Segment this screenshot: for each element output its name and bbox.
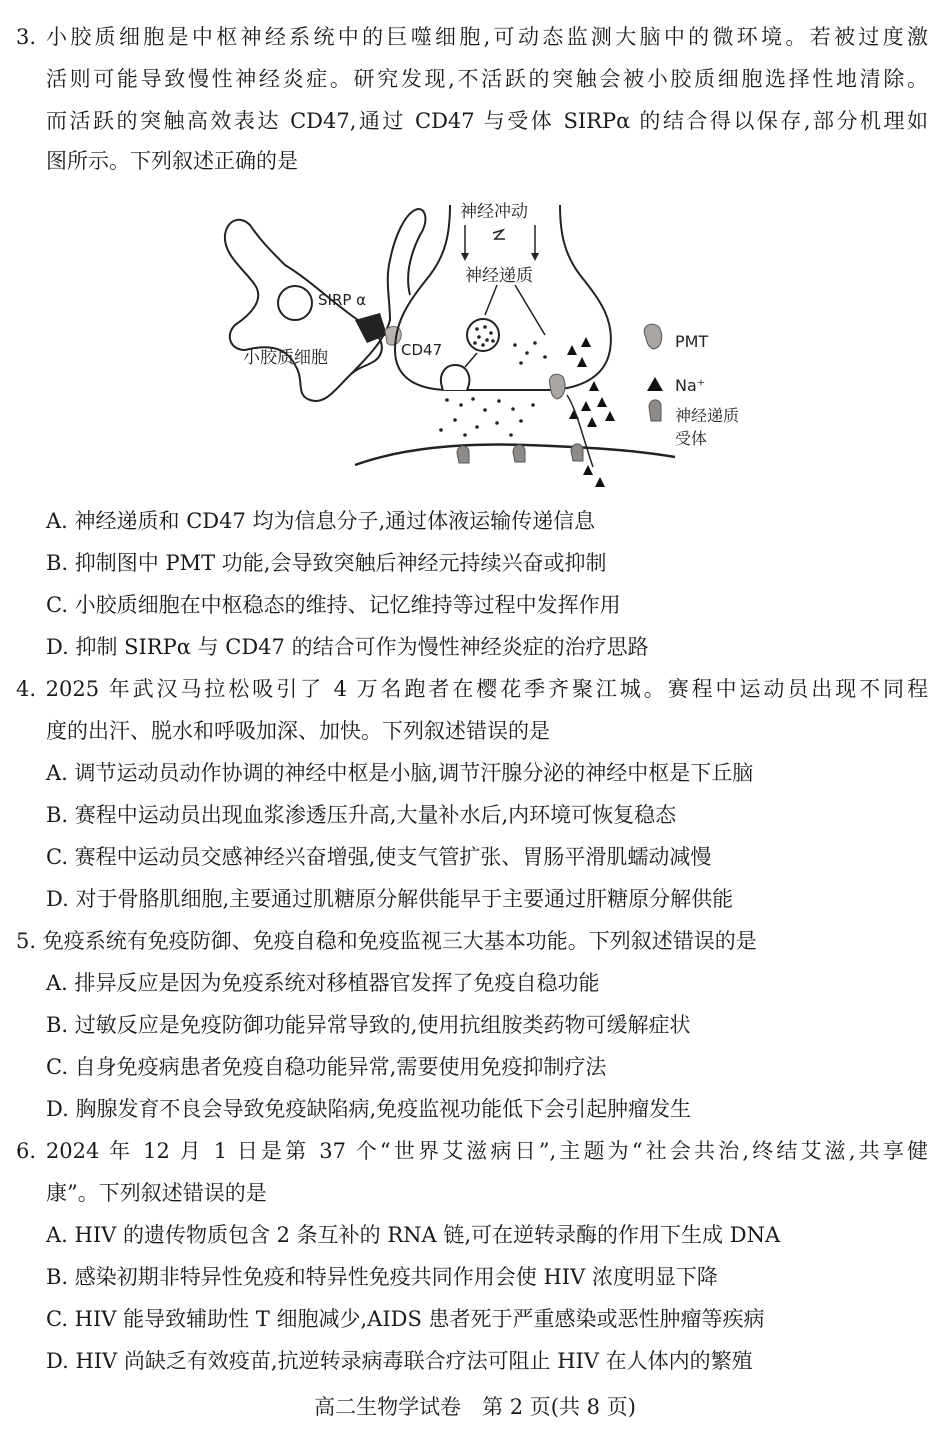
presynaptic-terminal: [395, 205, 611, 390]
fusing-vesicle: [441, 365, 469, 390]
transmitter-arrow-1: [485, 285, 497, 315]
q6-option-b: B. 感染初期非特异性免疫和特异性免疫共同作用会使 HIV 浓度明显下降: [46, 1265, 718, 1289]
legend-pmt-label: PMT: [675, 332, 709, 351]
q3-option-d: D. 抑制 SIRPα 与 CD47 的结合可作为慢性神经炎症的治疗思路: [46, 635, 649, 659]
transmitter-arrow-2: [515, 285, 545, 335]
label-cd47: CD47: [401, 341, 443, 359]
q6-option-d: D. HIV 尚缺乏有效疫苗,抗逆转录病毒联合疗法可阻止 HIV 在人体内的繁殖: [46, 1349, 753, 1373]
q5-stem-line-1: 5. 免疫系统有免疫防御、免疫自稳和免疫监视三大基本功能。下列叙述错误的是: [16, 929, 757, 953]
receptor-1: [457, 446, 469, 463]
impulse-squiggle: [493, 230, 505, 239]
synapse-diagram: [215, 195, 775, 495]
q3-stem-line-1: 3. 小胶质细胞是中枢神经系统中的巨噬细胞,可动态监测大脑中的微环境。若被过度激: [16, 25, 928, 49]
q6-option-c: C. HIV 能导致辅助性 T 细胞减少,AIDS 患者死于严重感染或恶性肿瘤等疾病: [46, 1307, 765, 1331]
pmt-transporter: [549, 374, 565, 399]
q4-stem-line-1: 4. 2025 年武汉马拉松吸引了 4 万名跑者在樱花季齐聚江城。赛程中运动员出现不同程: [16, 677, 928, 701]
receptor-3: [571, 444, 583, 461]
label-impulse: 神经冲动: [460, 202, 528, 222]
legend-pmt-icon: [644, 324, 662, 349]
q5-option-d: D. 胸腺发育不良会导致免疫缺陷病,免疫监视功能低下会引起肿瘤发生: [46, 1097, 692, 1121]
q6-stem-line-2: 康”。下列叙述错误的是: [46, 1181, 267, 1205]
page-footer: 高二生物学试卷 第 2 页(共 8 页): [314, 1395, 636, 1419]
legend-na-label: Na⁺: [675, 376, 706, 395]
q3-stem-line-4: 图所示。下列叙述正确的是: [46, 149, 298, 173]
legend-receptor-icon: [649, 400, 661, 421]
q3-stem-line-2: 活则可能导致慢性神经炎症。研究发现,不活跃的突触会被小胶质细胞选择性地清除。: [46, 67, 928, 91]
q4-option-b: B. 赛程中运动员出现血浆渗透压升高,大量补水后,内环境可恢复稳态: [46, 803, 677, 827]
q3-option-c: C. 小胶质细胞在中枢稳态的维持、记忆维持等过程中发挥作用: [46, 593, 621, 617]
label-sirp: SIRP α: [318, 291, 367, 309]
legend-receptor-label-2: 受体: [675, 429, 708, 448]
q6-option-a: A. HIV 的遗传物质包含 2 条互补的 RNA 链,可在逆转录酶的作用下生成 DNA: [46, 1223, 781, 1247]
microglia-nucleus: [278, 286, 312, 320]
q3-option-b: B. 抑制图中 PMT 功能,会导致突触后神经元持续兴奋或抑制: [46, 551, 607, 575]
label-microglia: 小胶质细胞: [243, 348, 328, 368]
q4-option-a: A. 调节运动员动作协调的神经中枢是小脑,调节汗腺分泌的神经中枢是下丘脑: [46, 761, 754, 785]
label-transmitter: 神经递质: [465, 266, 533, 286]
legend-receptor-label-1: 神经递质: [675, 406, 740, 425]
q6-stem-line-1: 6. 2024 年 12 月 1 日是第 37 个“世界艾滋病日”,主题为“社会共治,终结艾滋,共享健: [16, 1139, 928, 1163]
cd47-protein: [385, 326, 401, 345]
q3-stem-line-3: 而活跃的突触高效表达 CD47,通过 CD47 与受体 SIRPα 的结合得以保存,部分机理如: [46, 109, 928, 133]
q3-option-a: A. 神经递质和 CD47 均为信息分子,通过体液运输传递信息: [46, 509, 596, 533]
q5-option-a: A. 排异反应是因为免疫系统对移植器官发挥了免疫自稳功能: [46, 971, 600, 995]
q5-option-b: B. 过敏反应是免疫防御功能异常导致的,使用抗组胺类药物可缓解症状: [46, 1013, 691, 1037]
q4-option-d: D. 对于骨胳肌细胞,主要通过肌糖原分解供能早于主要通过肝糖原分解供能: [46, 887, 734, 911]
q5-option-c: C. 自身免疫病患者免疫自稳功能异常,需要使用免疫抑制疗法: [46, 1055, 607, 1079]
q4-stem-line-2: 度的出汗、脱水和呼吸加深、加快。下列叙述错误的是: [46, 719, 550, 743]
legend-na-icon: [647, 377, 663, 391]
q4-option-c: C. 赛程中运动员交感神经兴奋增强,使支气管扩张、胃肠平滑肌蠕动减慢: [46, 845, 712, 869]
synapse-svg: [215, 195, 775, 495]
vesicle-arrow: [465, 353, 477, 367]
receptor-2: [513, 445, 525, 462]
